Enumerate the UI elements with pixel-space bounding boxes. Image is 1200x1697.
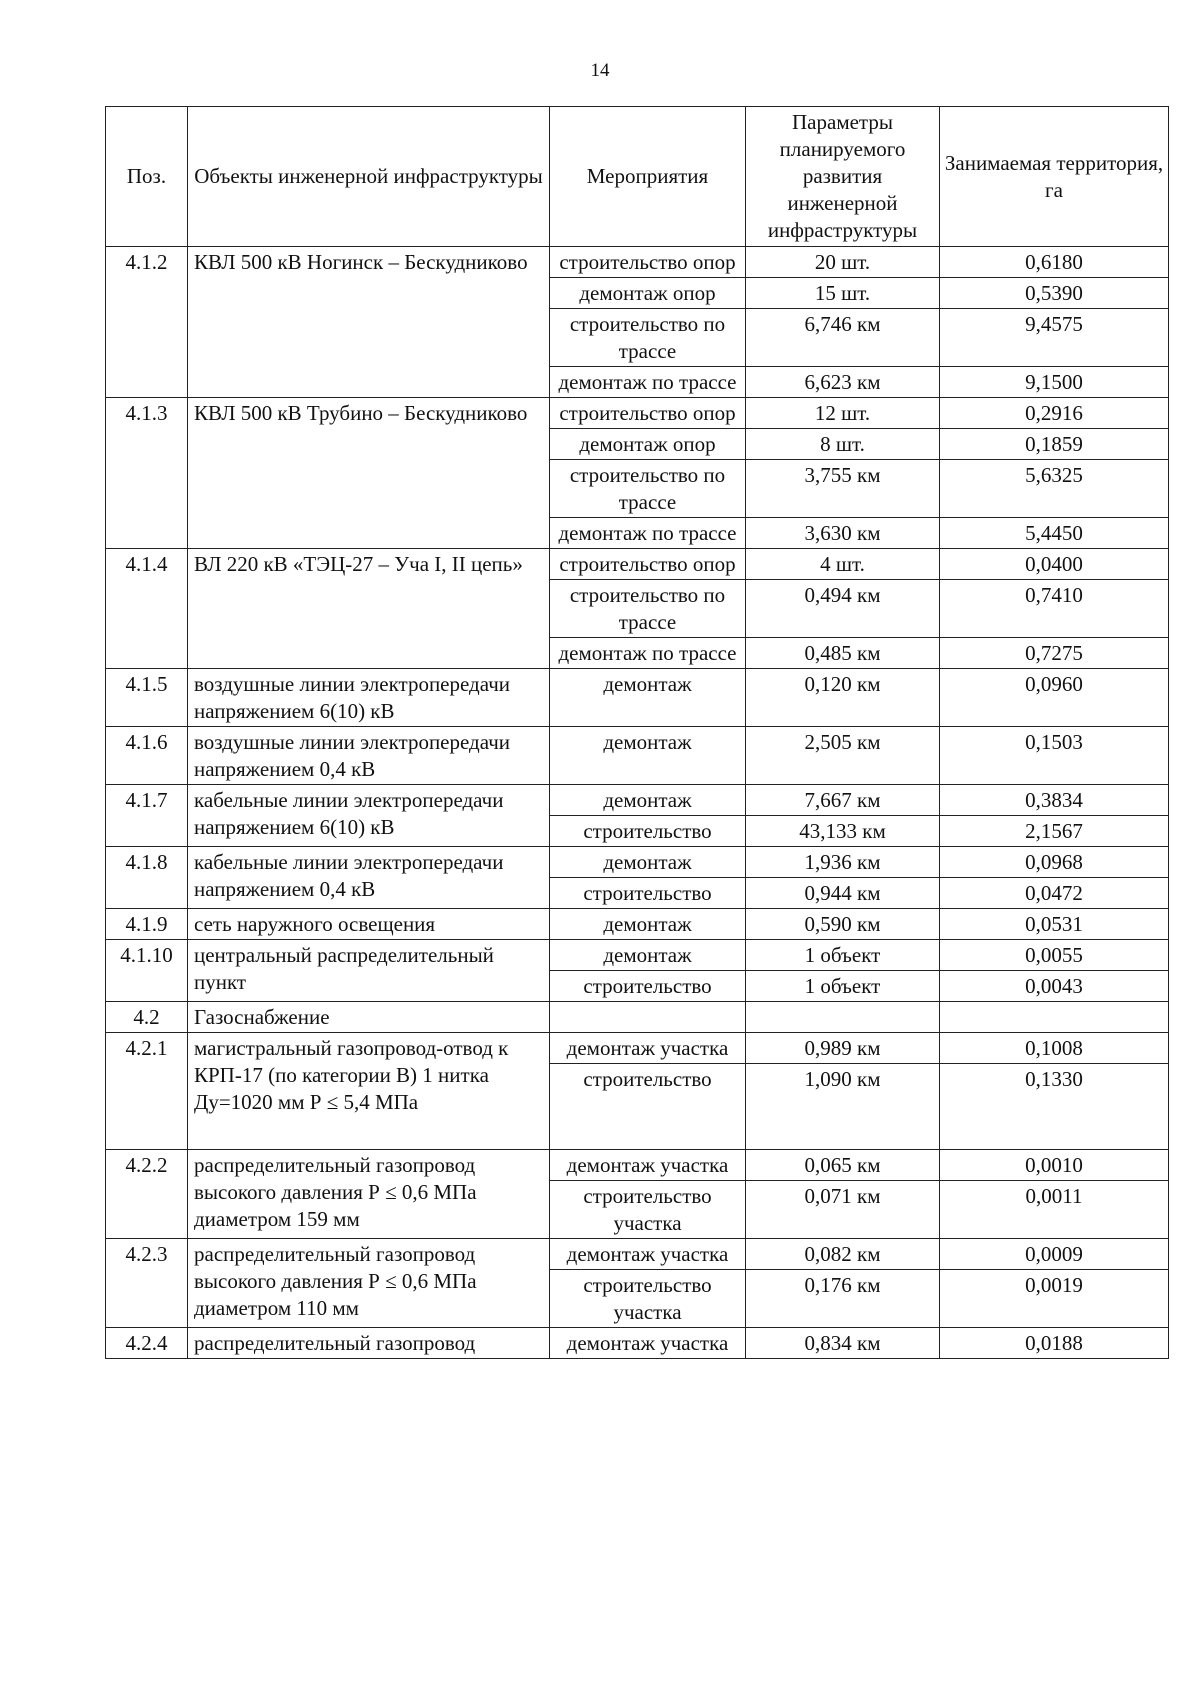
row-object: распределительный газопровод высокого давления Р ≤ 0,6 МПа диаметром 110 мм: [188, 1239, 550, 1328]
table-row: [106, 247, 1169, 278]
row-activity: демонтаж опор: [550, 278, 746, 309]
table-row: [106, 727, 1169, 785]
row-object: кабельные линии электропередачи напряжением 0,4 кВ: [188, 847, 550, 909]
row-area: 0,0019: [940, 1270, 1169, 1328]
row-activity: строительство опор: [550, 398, 746, 429]
row-activity: демонтаж участка: [550, 1328, 746, 1359]
row-object: распределительный газопровод: [188, 1328, 550, 1359]
table-row: [106, 1150, 1169, 1181]
row-area: 0,0043: [940, 971, 1169, 1002]
row-params: 2,505 км: [746, 727, 940, 785]
row-params: 0,082 км: [746, 1239, 940, 1270]
row-area: 0,2916: [940, 398, 1169, 429]
row-area: 0,7275: [940, 638, 1169, 669]
row-pos: 4.2.1: [106, 1033, 188, 1150]
row-area: 0,0188: [940, 1328, 1169, 1359]
row-area: 0,1008: [940, 1033, 1169, 1064]
row-params: 20 шт.: [746, 247, 940, 278]
row-area: 0,0531: [940, 909, 1169, 940]
row-area: 5,6325: [940, 460, 1169, 518]
header-pos: Поз.: [106, 107, 188, 247]
row-activity: строительство опор: [550, 247, 746, 278]
row-params: 0,494 км: [746, 580, 940, 638]
row-area: 0,7410: [940, 580, 1169, 638]
empty-cell: [940, 1002, 1169, 1033]
row-area: 9,1500: [940, 367, 1169, 398]
table-row: [106, 785, 1169, 816]
row-object: распределительный газопровод высокого давления Р ≤ 0,6 МПа диаметром 159 мм: [188, 1150, 550, 1239]
row-area: 0,1503: [940, 727, 1169, 785]
row-object: магистральный газопровод-отвод к КРП-17 (по категории В) 1 нитка Ду=1020 мм Р ≤ 5,4 МПа: [188, 1033, 550, 1150]
infrastructure-table: [105, 106, 1169, 1359]
row-area: 0,0960: [940, 669, 1169, 727]
row-activity: демонтаж: [550, 669, 746, 727]
row-area: 0,0472: [940, 878, 1169, 909]
row-params: 1 объект: [746, 940, 940, 971]
table-row: [106, 398, 1169, 429]
row-activity: демонтаж по трассе: [550, 518, 746, 549]
row-params: 6,623 км: [746, 367, 940, 398]
row-activity: демонтаж: [550, 847, 746, 878]
row-params: 15 шт.: [746, 278, 940, 309]
row-pos: 4.1.7: [106, 785, 188, 847]
row-activity: демонтаж: [550, 940, 746, 971]
row-params: 6,746 км: [746, 309, 940, 367]
row-activity: демонтаж по трассе: [550, 638, 746, 669]
header-object: Объекты инженерной инфраструктуры: [188, 107, 550, 247]
table-row: [106, 940, 1169, 971]
section-row: [106, 1002, 1169, 1033]
table-row: [106, 549, 1169, 580]
row-area: 0,0400: [940, 549, 1169, 580]
row-params: 1 объект: [746, 971, 940, 1002]
row-area: 0,0009: [940, 1239, 1169, 1270]
table-row: [106, 1033, 1169, 1064]
row-params: 0,065 км: [746, 1150, 940, 1181]
row-area: 2,1567: [940, 816, 1169, 847]
row-area: 0,6180: [940, 247, 1169, 278]
header-params: Параметры планируемого развития инженерной инфраструктуры: [746, 107, 940, 247]
row-params: 3,630 км: [746, 518, 940, 549]
row-activity: демонтаж участка: [550, 1033, 746, 1064]
row-object: сеть наружного освещения: [188, 909, 550, 940]
row-params: 0,590 км: [746, 909, 940, 940]
row-pos: 4.1.3: [106, 398, 188, 549]
row-activity: строительство участка: [550, 1181, 746, 1239]
row-area: 0,1330: [940, 1064, 1169, 1150]
section-pos: 4.2: [106, 1002, 188, 1033]
row-pos: 4.2.4: [106, 1328, 188, 1359]
row-area: 0,0010: [940, 1150, 1169, 1181]
row-object: КВЛ 500 кВ Ногинск – Бескудниково: [188, 247, 550, 398]
table-row: [106, 1328, 1169, 1359]
row-pos: 4.1.6: [106, 727, 188, 785]
row-object: центральный распределительный пункт: [188, 940, 550, 1002]
row-area: 9,4575: [940, 309, 1169, 367]
header-area: Занимаемая территория, га: [940, 107, 1169, 247]
row-pos: 4.1.5: [106, 669, 188, 727]
row-activity: строительство опор: [550, 549, 746, 580]
row-object: ВЛ 220 кВ «ТЭЦ-27 – Уча I, II цепь»: [188, 549, 550, 669]
row-activity: строительство по трассе: [550, 309, 746, 367]
row-activity: демонтаж: [550, 785, 746, 816]
row-params: 4 шт.: [746, 549, 940, 580]
row-area: 5,4450: [940, 518, 1169, 549]
row-params: 0,176 км: [746, 1270, 940, 1328]
row-params: 0,485 км: [746, 638, 940, 669]
empty-cell: [550, 1002, 746, 1033]
row-params: 0,989 км: [746, 1033, 940, 1064]
row-activity: строительство: [550, 971, 746, 1002]
row-activity: строительство участка: [550, 1270, 746, 1328]
row-activity: строительство: [550, 816, 746, 847]
row-pos: 4.1.10: [106, 940, 188, 1002]
row-area: 0,3834: [940, 785, 1169, 816]
row-object: воздушные линии электропередачи напряжением 6(10) кВ: [188, 669, 550, 727]
row-params: 0,120 км: [746, 669, 940, 727]
row-activity: строительство по трассе: [550, 580, 746, 638]
row-pos: 4.1.8: [106, 847, 188, 909]
row-params: 43,133 км: [746, 816, 940, 847]
row-activity: строительство: [550, 1064, 746, 1150]
row-pos: 4.1.9: [106, 909, 188, 940]
row-activity: демонтаж: [550, 727, 746, 785]
row-activity: демонтаж по трассе: [550, 367, 746, 398]
row-params: 12 шт.: [746, 398, 940, 429]
row-area: 0,1859: [940, 429, 1169, 460]
row-params: 1,090 км: [746, 1064, 940, 1150]
row-area: 0,0968: [940, 847, 1169, 878]
table-row: [106, 1239, 1169, 1270]
section-title: Газоснабжение: [188, 1002, 550, 1033]
row-activity: строительство: [550, 878, 746, 909]
row-area: 0,0011: [940, 1181, 1169, 1239]
page-number: 14: [590, 60, 610, 81]
row-area: 0,5390: [940, 278, 1169, 309]
row-activity: демонтаж участка: [550, 1150, 746, 1181]
row-pos: 4.1.2: [106, 247, 188, 398]
row-pos: 4.1.4: [106, 549, 188, 669]
row-pos: 4.2.3: [106, 1239, 188, 1328]
empty-cell: [746, 1002, 940, 1033]
row-pos: 4.2.2: [106, 1150, 188, 1239]
row-activity: демонтаж опор: [550, 429, 746, 460]
row-params: 0,944 км: [746, 878, 940, 909]
row-activity: демонтаж: [550, 909, 746, 940]
row-params: 1,936 км: [746, 847, 940, 878]
row-object: воздушные линии электропередачи напряжением 0,4 кВ: [188, 727, 550, 785]
table-row: [106, 909, 1169, 940]
row-activity: демонтаж участка: [550, 1239, 746, 1270]
row-area: 0,0055: [940, 940, 1169, 971]
table-row: [106, 847, 1169, 878]
row-params: 8 шт.: [746, 429, 940, 460]
row-params: 7,667 км: [746, 785, 940, 816]
row-object: КВЛ 500 кВ Трубино – Бескудниково: [188, 398, 550, 549]
table-header-row: [106, 107, 1169, 247]
row-params: 3,755 км: [746, 460, 940, 518]
header-activity: Мероприятия: [550, 107, 746, 247]
row-params: 0,834 км: [746, 1328, 940, 1359]
table-row: [106, 669, 1169, 727]
row-activity: строительство по трассе: [550, 460, 746, 518]
row-params: 0,071 км: [746, 1181, 940, 1239]
row-object: кабельные линии электропередачи напряжением 6(10) кВ: [188, 785, 550, 847]
